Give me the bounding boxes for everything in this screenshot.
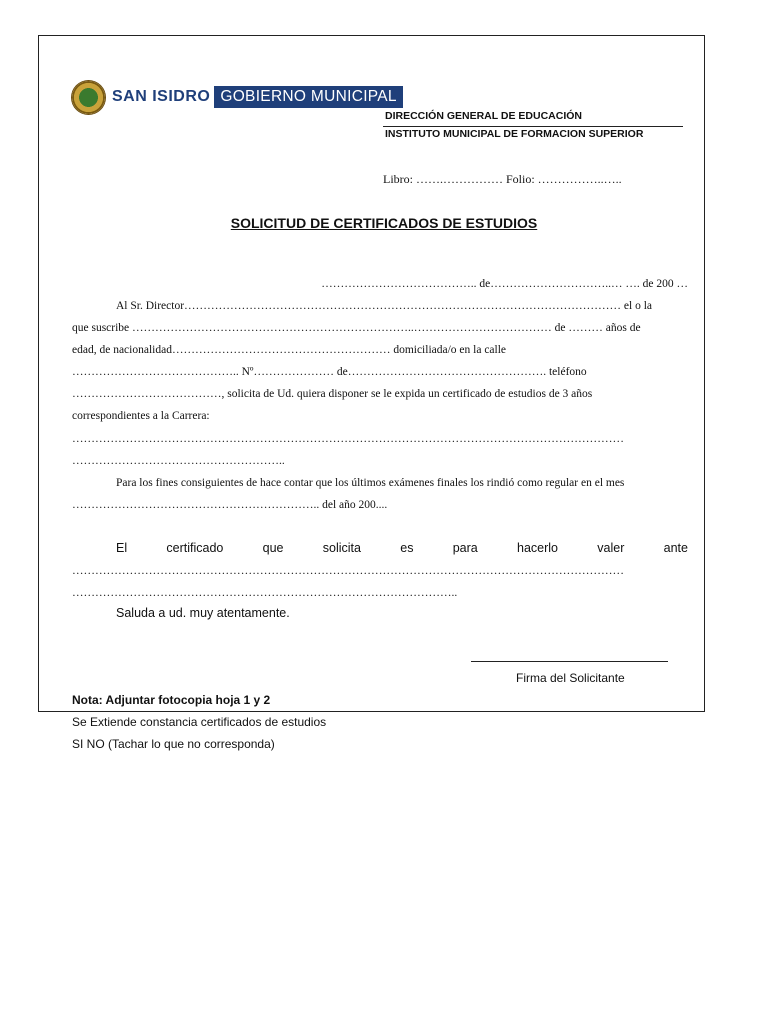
libro-folio: Libro: …….…………… Folio: ……………..….. <box>383 172 622 186</box>
body-line-9: Para los fines consiguientes de hace contar que los últimos exámenes finales los rindió como regular en el mes <box>116 477 625 489</box>
body-line-12: ……………………………………………………………………………………………………………………………… <box>72 565 624 577</box>
san-isidro-logo <box>72 80 403 114</box>
body-line-7: ……………………………………………………………………………………………………………………………… <box>72 433 624 445</box>
body-line-1: Al Sr. Director…………………………………………………………………………………………………… el o la <box>116 300 653 312</box>
date-line: ………………………………….. de…………………………..… …. de 200 … <box>321 278 688 290</box>
body-line-5: …………………………………, solicita de Ud. quiera disponer se le expida un certificado de estudios de 3 años <box>72 388 593 400</box>
word: valer <box>597 541 625 555</box>
word: El <box>116 541 128 555</box>
body-line-10: ……………………………………………………….. del año 200.... <box>72 499 388 511</box>
word: solicita <box>322 541 361 555</box>
body-line-3: edad, de nacionalidad………………………………………………… domiciliada/o en la calle <box>72 344 507 356</box>
body-line-6: correspondientes a la Carrera: <box>72 410 210 422</box>
logo-word-gobierno: GOBIERNO MUNICIPAL <box>214 86 403 108</box>
header-direccion: DIRECCIÓN GENERAL DE EDUCACIÓN <box>385 110 582 122</box>
header-divider <box>383 126 683 127</box>
closing-line: Saluda a ud. muy atentamente. <box>116 606 290 620</box>
footer-si-no: SI NO (Tachar lo que no corresponda) <box>72 737 275 751</box>
body-line-13: ……………………………………………………………………………………….. <box>72 587 458 599</box>
body-line-11 <box>72 541 688 555</box>
word: certificado <box>166 541 224 555</box>
signature-line <box>471 661 668 662</box>
footer-constancia: Se Extiende constancia certificados de estudios <box>72 715 327 729</box>
body-line-8: ……………………………………………….. <box>72 455 285 467</box>
note: Nota: Adjuntar fotocopia hoja 1 y 2 <box>72 693 271 707</box>
municipal-seal-icon <box>72 81 105 114</box>
signature-label: Firma del Solicitante <box>516 671 625 685</box>
word: es <box>400 541 414 555</box>
page-title: SOLICITUD DE CERTIFICADOS DE ESTUDIOS <box>230 215 538 231</box>
word: para <box>452 541 478 555</box>
body-line-2: que suscribe ………………………………………………………………..……………………………… de ……… años de <box>72 322 641 334</box>
word: que <box>262 541 284 555</box>
word: ante <box>663 541 688 555</box>
body-line-4: …………………………………….. Nº………………… de……………………………………………. teléfono <box>72 366 587 378</box>
header-instituto: INSTITUTO MUNICIPAL DE FORMACION SUPERIOR <box>385 128 644 140</box>
word: hacerlo <box>517 541 559 555</box>
logo-word-san-isidro: SAN ISIDRO <box>108 86 214 108</box>
